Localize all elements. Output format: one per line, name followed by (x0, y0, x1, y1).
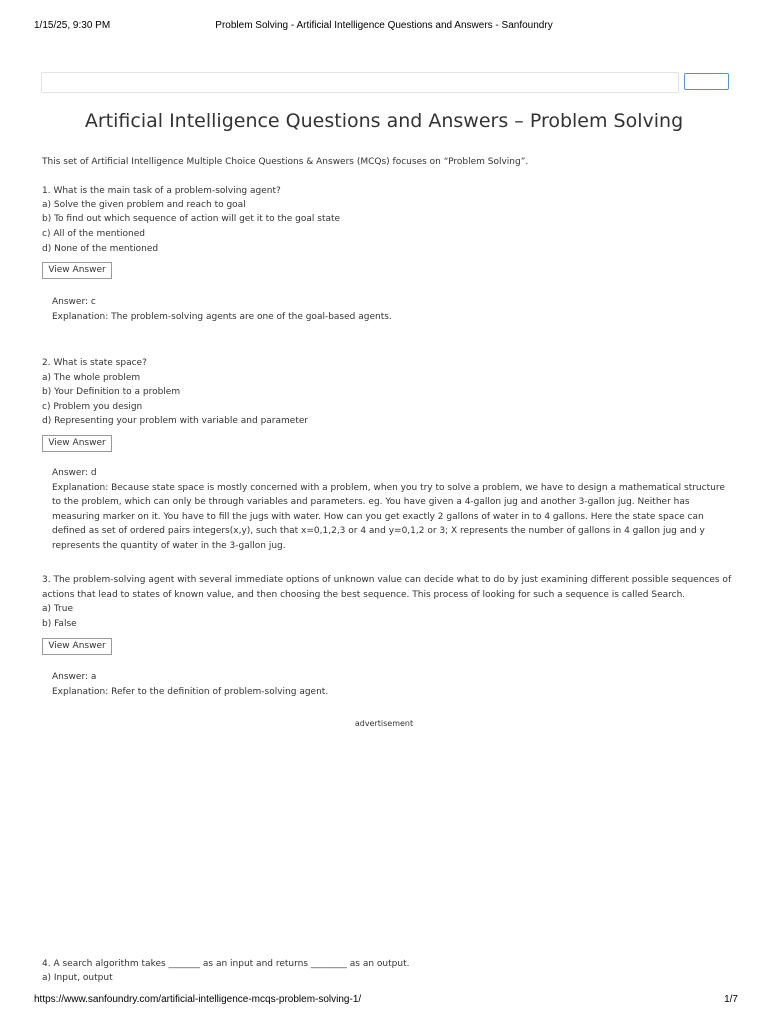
view-answer-button-2[interactable]: View Answer (42, 435, 112, 452)
question-2-option-d: d) Representing your problem with variable and parameter (42, 416, 309, 426)
answer-2-text: Answer: d (52, 468, 97, 478)
view-answer-button-1[interactable]: View Answer (42, 262, 112, 279)
question-3-text-line-2: actions that lead to states of known value, and then choosing the best sequence. This process of looking for such a sequence is called Search. (42, 590, 686, 600)
page-title: Artificial Intelligence Questions and Answers – Problem Solving (84, 110, 684, 132)
advertisement-label: advertisement (354, 719, 414, 728)
question-3-text-line-1: 3. The problem-solving agent with several immediate options of unknown value can decide what to do by just examining different possible sequences of (42, 575, 732, 585)
answer-1-explanation: Explanation: The problem-solving agents are one of the goal-based agents. (52, 311, 392, 322)
question-1-option-c: c) All of the mentioned (42, 229, 146, 239)
search-button[interactable] (684, 73, 729, 90)
question-3-option-a: a) True (42, 604, 74, 614)
question-1-option-d: d) None of the mentioned (42, 244, 159, 254)
answer-1-text: Answer: c (52, 297, 96, 307)
view-answer-button-3[interactable]: View Answer (42, 638, 112, 655)
answer-3-block (52, 670, 732, 699)
print-page-number: 1/7 (724, 994, 738, 1005)
answer-3-explanation: Explanation: Refer to the definition of problem-solving agent. (52, 686, 329, 697)
search-input[interactable] (41, 72, 679, 93)
answer-2-explanation: Explanation: Because state space is mostly concerned with a problem, when you try to solve a problem, we have to design a mathematical structure to the problem, which can only be through variables and parameters. eg. You have given a 4-gallon jug and another 3-gallon jug. Neither has measuring marker on it. You have to fill the jugs with water. How can you get exactly 2 gallons of water in to 4 gallons. Here the state space can defined as set of ordered pairs integers(x,y), such that x=0,1,2,3 or 4 and y=0,1,2 or 3; X represents the number of gallons in 4 gallon jug and y represents the quantity of water in the 3-gallon jug. (52, 482, 725, 551)
print-footer (0, 994, 768, 1010)
answer-2-block (52, 466, 732, 553)
question-1-text: 1. What is the main task of a problem-solving agent? (42, 186, 281, 196)
print-doc-title: Problem Solving - Artificial Intelligence Questions and Answers - Sanfoundry (215, 20, 553, 31)
question-2-option-a: a) The whole problem (42, 373, 141, 383)
question-3-option-b: b) False (42, 619, 77, 629)
answer-3-text: Answer: a (52, 672, 97, 682)
question-4-text: 4. A search algorithm takes _______ as an input and returns ________ as an output. (42, 959, 410, 969)
question-2-option-c: c) Problem you design (42, 402, 143, 412)
answer-1-block (52, 295, 732, 324)
question-1-option-a: a) Solve the given problem and reach to goal (42, 200, 246, 210)
intro-text: This set of Artificial Intelligence Multiple Choice Questions & Answers (MCQs) focuses on “Problem Solving”. (42, 157, 529, 167)
question-2-option-b: b) Your Definition to a problem (42, 387, 181, 397)
question-4-option-a: a) Input, output (42, 973, 113, 983)
question-2-text: 2. What is state space? (42, 358, 147, 368)
print-url: https://www.sanfoundry.com/artificial-intelligence-mcqs-problem-solving-1/ (34, 994, 362, 1005)
print-header (0, 18, 768, 34)
question-1-option-b: b) To find out which sequence of action will get it to the goal state (42, 214, 341, 224)
print-datetime: 1/15/25, 9:30 PM (34, 20, 111, 31)
